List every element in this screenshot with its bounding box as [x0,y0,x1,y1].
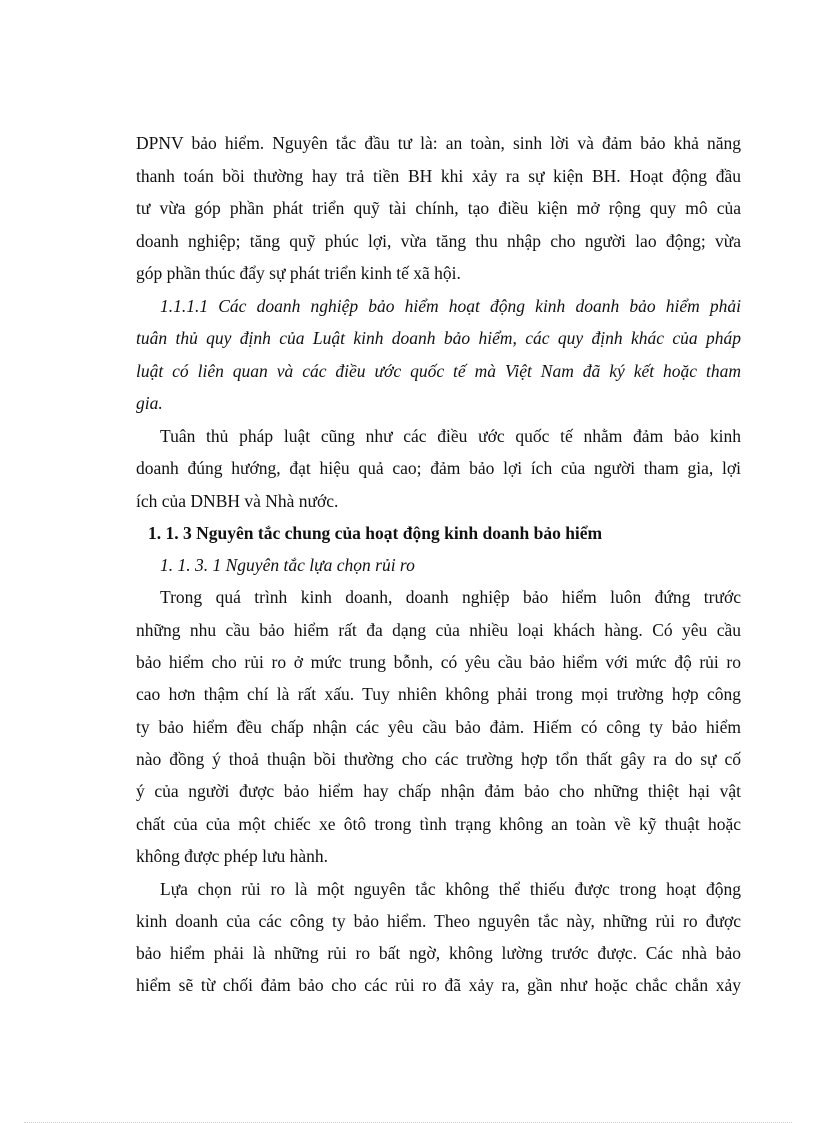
paragraph-3-line-1: Trong quá trình kinh doanh, doanh nghiệp bảo hiểm luôn đứng trước [160,587,741,607]
paragraph-4-line-3: bảo hiểm phải là những rủi ro bất ngờ, không lường trước được. Các nhà bảo [136,943,741,963]
paragraph-4-line-4: hiểm sẽ từ chối đảm bảo cho các rủi ro đã xảy ra, gần như hoặc chắc chắn xảy [136,975,741,995]
paragraph-1-line-4: doanh nghiệp; tăng quỹ phúc lợi, vừa tăng thu nhập cho người lao động; vừa [136,231,741,251]
paragraph-3-line-5: ty bảo hiểm đều chấp nhận các yêu cầu bảo đảm. Hiếm có công ty bảo hiểm [136,717,741,737]
paragraph-2-line-2: doanh đúng hướng, đạt hiệu quả cao; đảm bảo lợi ích của người tham gia, lợi [136,458,741,478]
paragraph-2-line-1: Tuân thủ pháp luật cũng như các điều ước quốc tế nhằm đảm bảo kinh [160,426,741,446]
paragraph-3-line-4: cao hơn thậm chí là rất xấu. Tuy nhiên không phải trong mọi trường hợp công [136,684,741,704]
paragraph-3-line-6: nào đồng ý thoả thuận bồi thường cho các trường hợp tổn thất gây ra do sự cố [136,749,741,769]
heading-1-1-3-1: 1. 1. 3. 1 Nguyên tắc lựa chọn rủi ro [160,555,415,575]
paragraph-3-line-7: ý của người được bảo hiểm hay chấp nhận đảm bảo cho những thiệt hại vật [136,781,741,801]
heading-1-1-1-1-line-2: tuân thủ quy định của Luật kinh doanh bảo hiểm, các quy định khác của pháp [136,328,741,348]
paragraph-2-line-3: ích của DNBH và Nhà nước. [136,491,339,511]
paragraph-3-line-8: chất của của một chiếc xe ôtô trong tình trạng không an toàn về kỹ thuật hoặc [136,814,741,834]
heading-1-1-3: 1. 1. 3 Nguyên tắc chung của hoạt động kinh doanh bảo hiểm [148,523,603,543]
paragraph-3-line-3: bảo hiểm cho rủi ro ở mức trung bỗnh, có yêu cầu bảo hiểm với mức độ rủi ro [136,652,741,672]
paragraph-1-line-3: tư vừa góp phần phát triển quỹ tài chính, tạo điều kiện mở rộng quy mô của [136,198,741,218]
paragraph-1-line-1: DPNV bảo hiểm. Nguyên tắc đầu tư là: an toàn, sinh lời và đảm bảo khả năng [136,133,741,153]
heading-1-1-1-1-line-3: luật có liên quan và các điều ước quốc tế mà Việt Nam đã ký kết hoặc tham [136,361,741,381]
heading-1-1-1-1-line-1: 1.1.1.1 Các doanh nghiệp bảo hiểm hoạt động kinh doanh bảo hiểm phải [160,296,741,316]
paragraph-3-line-9: không được phép lưu hành. [136,846,329,866]
paragraph-4-line-2: kinh doanh của các công ty bảo hiểm. Theo nguyên tắc này, những rủi ro được [136,911,741,931]
paragraph-1-line-2: thanh toán bồi thường hay trả tiền BH khi xảy ra sự kiện BH. Hoạt động đầu [136,166,741,186]
paragraph-4-line-1: Lựa chọn rủi ro là một nguyên tắc không thể thiếu được trong hoạt động [160,879,741,899]
paragraph-3-line-2: những nhu cầu bảo hiểm rất đa dạng của nhiều loại khách hàng. Có yêu cầu [136,620,741,640]
heading-1-1-1-1-line-4: gia. [136,393,163,413]
paragraph-1-line-5: góp phần thúc đẩy sự phát triển kinh tế xã hội. [136,263,461,283]
